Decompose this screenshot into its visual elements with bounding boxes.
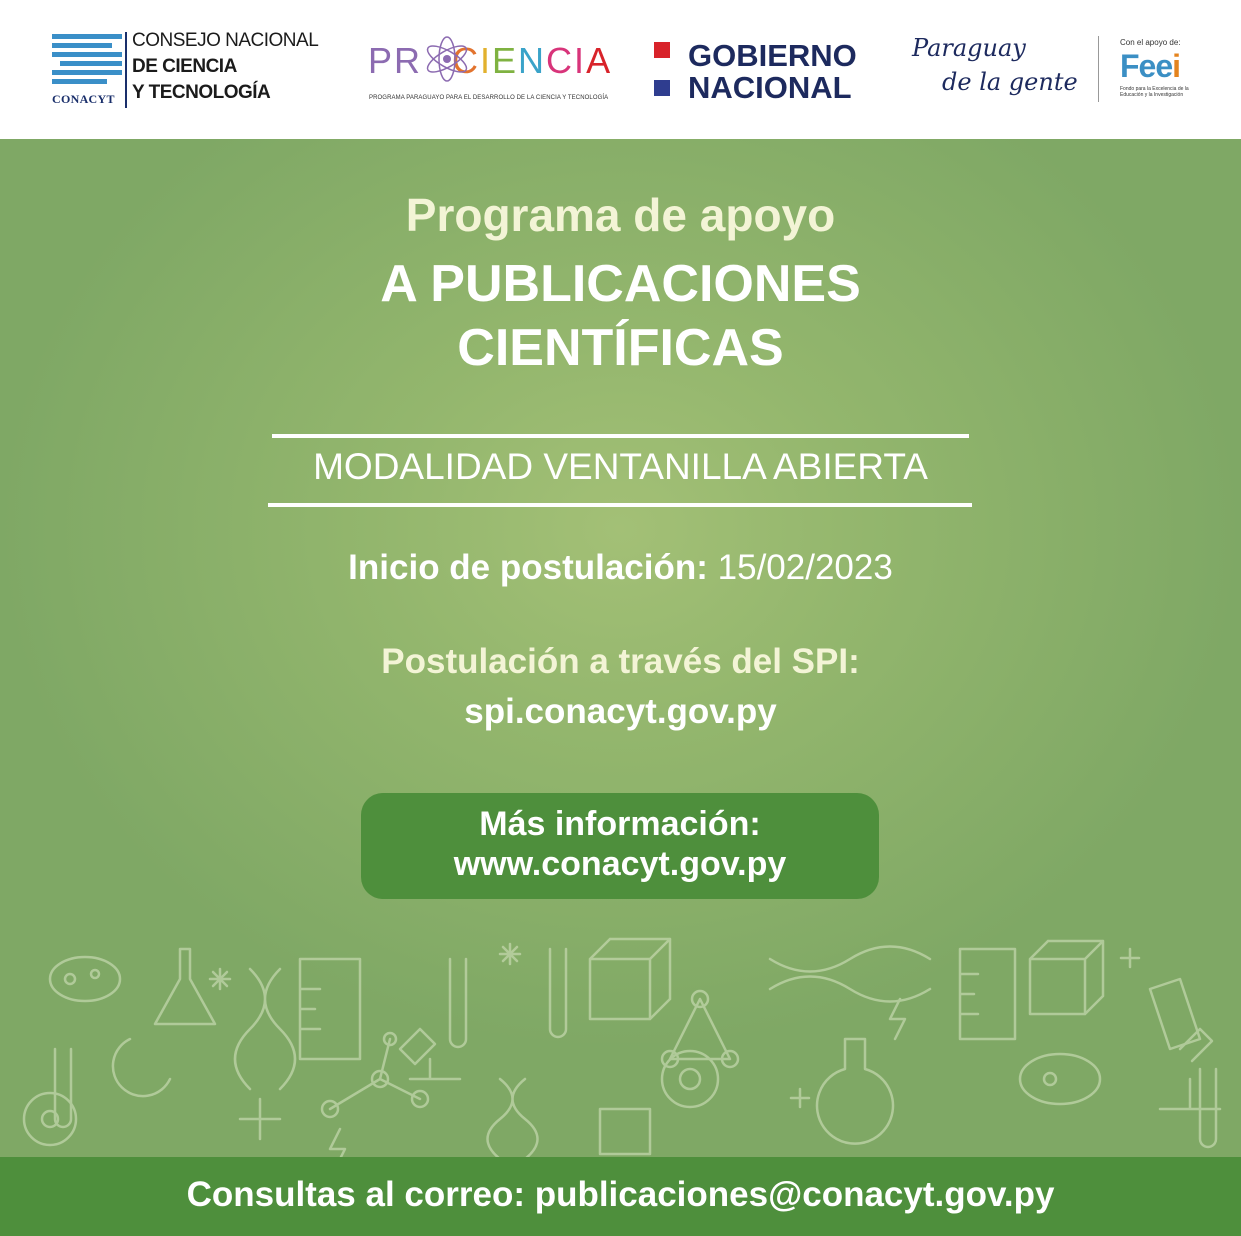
program-title-line1: A PUBLICACIONES	[380, 255, 861, 313]
conacyt-name-line1: CONSEJO NACIONAL	[132, 30, 319, 51]
conacyt-name-line2: DE CIENCIA	[132, 56, 237, 77]
contact-footer	[0, 1157, 1241, 1236]
prociencia-letter: I	[480, 40, 493, 81]
start-date-value: 15/02/2023	[717, 548, 893, 587]
paraguay-de-la-gente-logo	[912, 34, 1078, 104]
feei-tagline: Fondo para la Excelencia de la Educación y la Investigación	[1120, 86, 1189, 98]
gobierno-nacional-logo	[654, 38, 874, 105]
feei-brand-accent: i	[1172, 48, 1181, 84]
start-date-label: Inicio de postulación:	[348, 548, 708, 587]
blue-square-icon	[654, 80, 670, 96]
feei-logo	[1098, 36, 1198, 106]
prociencia-subtitle: PROGRAMA PARAGUAYO PARA EL DESARROLLO DE LA CIENCIA Y TECNOLOGÍA	[369, 95, 609, 101]
prociencia-letter: E	[492, 40, 519, 81]
program-title-line2: CIENTÍFICAS	[457, 319, 784, 377]
prociencia-logo	[368, 40, 613, 110]
website-link[interactable]: www.conacyt.gov.py	[453, 845, 787, 883]
divider-top	[272, 434, 969, 438]
prociencia-letter: C	[546, 40, 575, 81]
conacyt-divider	[125, 32, 127, 108]
conacyt-emblem	[52, 34, 122, 92]
paraguay-line1: Paraguay	[912, 34, 1026, 62]
contact-email-text[interactable]: Consultas al correo: publicaciones@conacyt.gov.py	[186, 1175, 1055, 1214]
feei-brand	[1120, 48, 1180, 85]
feei-brand-main: Fee	[1120, 48, 1173, 84]
more-info-box	[361, 793, 879, 899]
feei-support-label: Con el apoyo de:	[1120, 38, 1181, 47]
gobierno-line1: GOBIERNO	[688, 38, 857, 73]
spi-label: Postulación a través del SPI:	[381, 642, 860, 681]
feei-divider	[1098, 36, 1099, 102]
prociencia-letter: A	[586, 40, 613, 81]
start-date-line	[0, 548, 1241, 588]
prociencia-letter: I	[574, 40, 587, 81]
paraguay-line2: de la gente	[942, 68, 1078, 96]
prociencia-letter: C	[452, 40, 481, 81]
gobierno-line2: NACIONAL	[688, 70, 852, 105]
program-title	[0, 252, 1241, 380]
main-panel	[0, 139, 1241, 1157]
red-square-icon	[654, 42, 670, 58]
program-subtitle: Programa de apoyo	[405, 189, 836, 241]
prociencia-letter: N	[518, 40, 547, 81]
spi-link[interactable]: spi.conacyt.gov.py	[464, 692, 777, 731]
conacyt-acronym: CONACYT	[52, 92, 115, 106]
prociencia-letter: R	[394, 40, 423, 81]
atom-icon	[422, 34, 472, 84]
conacyt-logo	[52, 30, 332, 110]
modalidad-label: MODALIDAD VENTANILLA ABIERTA	[313, 446, 928, 487]
science-pattern-illustration	[0, 929, 1241, 1157]
more-info-label: Más información:	[479, 805, 761, 843]
conacyt-name-line3: Y TECNOLOGÍA	[132, 82, 271, 103]
divider-bottom	[268, 503, 972, 507]
logo-header	[0, 0, 1241, 139]
prociencia-wordmark	[368, 40, 612, 82]
prociencia-letter: P	[368, 40, 395, 81]
